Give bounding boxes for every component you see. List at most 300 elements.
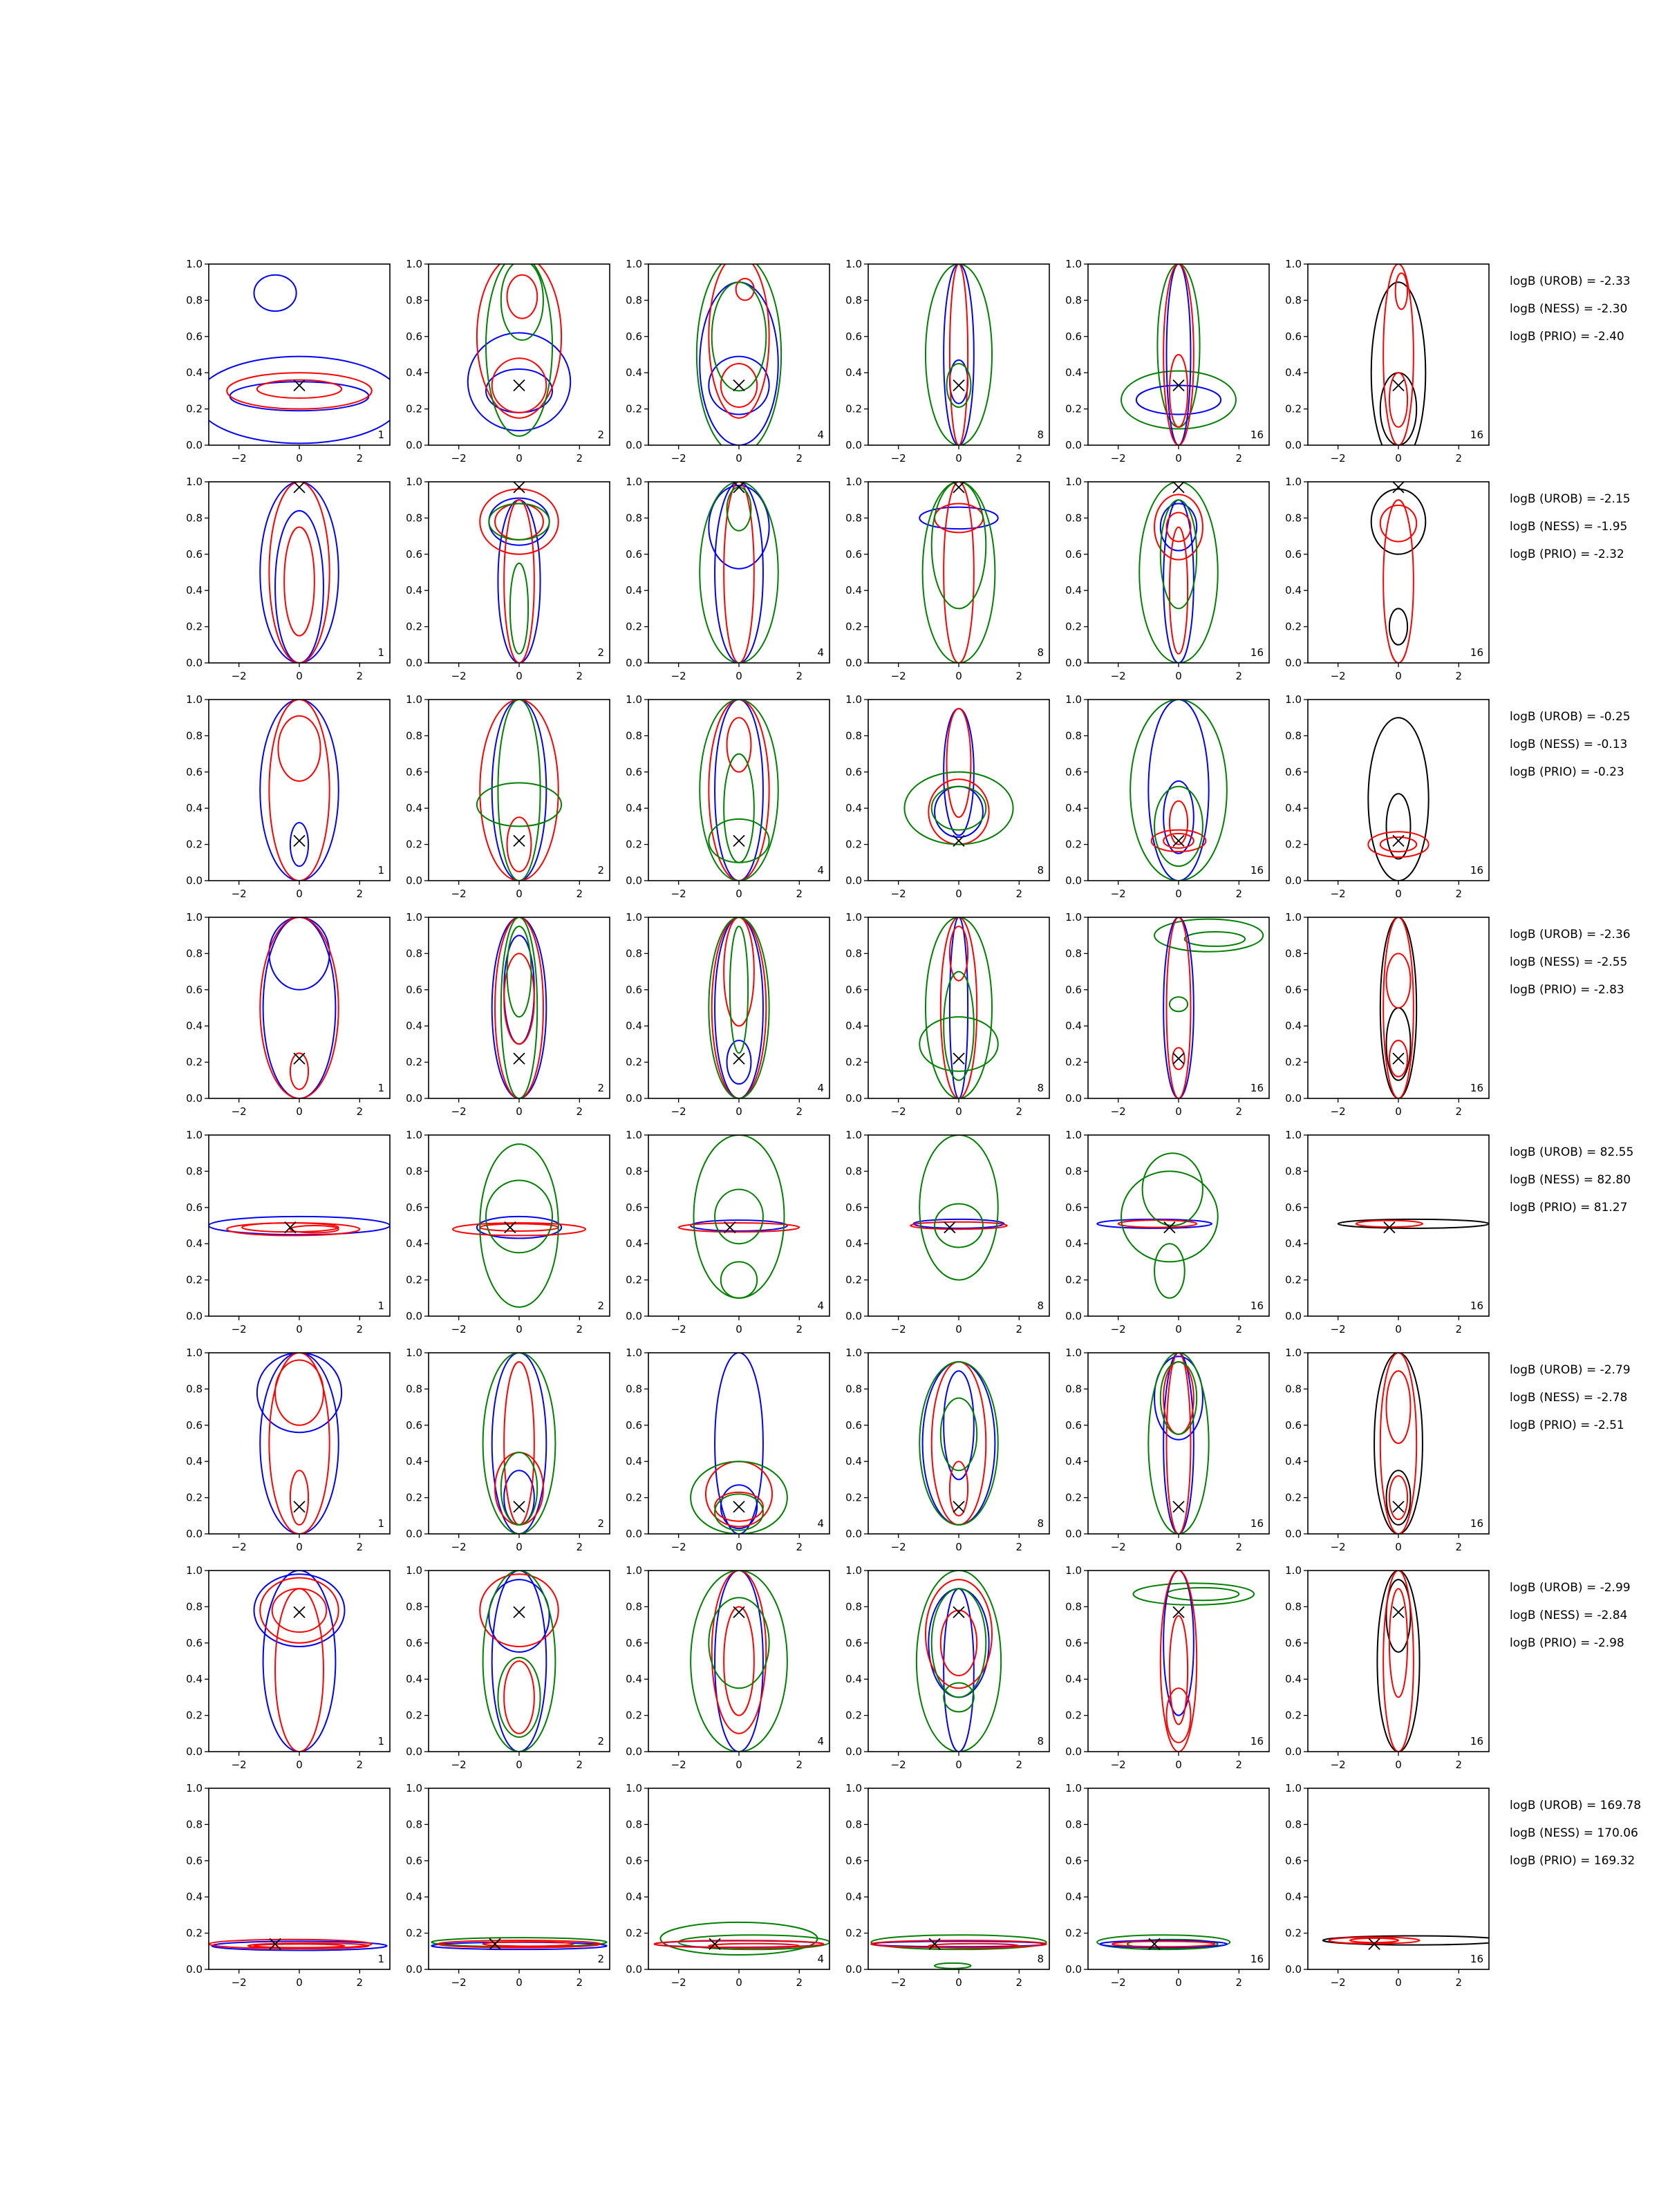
- y-tick-label: 0.2: [186, 838, 203, 851]
- y-tick-label: 0.0: [845, 439, 862, 451]
- y-tick-label: 0.8: [406, 729, 422, 742]
- logb-annotation: logB (UROB) = 169.78: [1510, 1799, 1642, 1812]
- panel-r2-c1: [186, 476, 390, 682]
- panel-r4-c2: [406, 911, 610, 1118]
- contour-red: [935, 503, 983, 532]
- y-tick-label: 0.2: [845, 838, 862, 851]
- y-tick-label: 0.4: [1065, 1237, 1082, 1250]
- panel-r7-c3: [626, 1564, 830, 1771]
- y-tick-label: 0.4: [406, 1455, 422, 1468]
- x-tick-label: 0: [1395, 452, 1402, 465]
- y-tick-label: 0.6: [845, 330, 862, 343]
- panel-r7-c4: [845, 1564, 1049, 1771]
- panel-label: 8: [1037, 1517, 1044, 1530]
- panel-r5-c4: [845, 1129, 1049, 1335]
- y-tick-label: 0.0: [626, 1963, 642, 1976]
- contour-blue: [1163, 781, 1194, 854]
- y-tick-label: 0.6: [1065, 765, 1082, 778]
- x-tick-label: −2: [1330, 1105, 1346, 1118]
- logb-annotation: logB (UROB) = 82.55: [1510, 1145, 1634, 1159]
- y-tick-label: 0.0: [1065, 657, 1082, 669]
- x-tick-label: 0: [296, 1323, 303, 1335]
- logb-annotation: logB (UROB) = -2.79: [1510, 1363, 1631, 1377]
- x-tick-label: −2: [231, 1759, 247, 1771]
- contour-green: [935, 1204, 983, 1248]
- contour-red: [1380, 837, 1416, 852]
- contour-green: [480, 1144, 559, 1307]
- x-tick-label: −2: [671, 1323, 686, 1335]
- x-tick-label: 2: [1015, 452, 1023, 465]
- panel-label: 4: [817, 429, 824, 441]
- y-tick-label: 0.0: [406, 1528, 422, 1540]
- x-tick-label: 2: [1455, 670, 1463, 682]
- y-tick-label: 0.4: [406, 1020, 422, 1033]
- x-tick-label: 2: [1015, 888, 1023, 900]
- y-tick-label: 1.0: [406, 693, 422, 706]
- y-tick-label: 0.0: [406, 1745, 422, 1758]
- y-tick-label: 1.0: [406, 476, 422, 488]
- contour-green: [489, 503, 549, 539]
- y-tick-label: 0.8: [186, 1165, 203, 1178]
- x-tick-label: 2: [1015, 670, 1023, 682]
- y-tick-label: 0.8: [1065, 947, 1082, 960]
- y-tick-label: 0.6: [626, 1201, 642, 1214]
- panel-r5-c2: [406, 1129, 610, 1335]
- y-tick-label: 1.0: [626, 476, 642, 488]
- x-tick-label: 0: [735, 1759, 742, 1771]
- contour-green: [932, 482, 986, 608]
- contour-blue: [1163, 1571, 1194, 1716]
- y-tick-label: 1.0: [406, 911, 422, 924]
- x-tick-label: 2: [796, 670, 803, 682]
- y-tick-label: 0.8: [406, 1165, 422, 1178]
- x-tick-label: −2: [1110, 1105, 1126, 1118]
- panel-r4-c5: [1065, 911, 1269, 1118]
- contour-green: [510, 563, 528, 654]
- y-tick-label: 0.2: [845, 1709, 862, 1722]
- panel-grid: [186, 255, 1641, 1989]
- x-tick-label: 2: [1455, 452, 1463, 465]
- logb-annotation: logB (PRIO) = -2.51: [1510, 1418, 1624, 1432]
- truth-marker: [733, 1053, 744, 1064]
- y-tick-label: 1.0: [845, 1564, 862, 1577]
- truth-marker: [294, 1053, 305, 1064]
- contour-red: [950, 926, 968, 981]
- panel-label: 16: [1470, 429, 1483, 441]
- x-tick-label: −2: [1330, 888, 1346, 900]
- contour-black: [1387, 1008, 1411, 1080]
- axes-frame: [648, 917, 830, 1098]
- x-tick-label: −2: [890, 1759, 906, 1771]
- y-tick-label: 0.4: [1065, 1673, 1082, 1686]
- panel-r1-c3: [626, 255, 830, 465]
- contour-red: [709, 700, 769, 881]
- y-tick-label: 0.0: [626, 439, 642, 451]
- axes-frame: [868, 482, 1049, 663]
- panel-r6-c3: [626, 1347, 830, 1553]
- truth-marker: [944, 1222, 955, 1233]
- axes-frame: [429, 482, 610, 663]
- contour-red: [1389, 1588, 1407, 1697]
- y-tick-label: 0.4: [406, 1673, 422, 1686]
- y-tick-label: 0.6: [1285, 330, 1302, 343]
- y-tick-label: 0.4: [1285, 802, 1302, 815]
- contour-green: [1167, 1588, 1239, 1600]
- y-tick-label: 0.4: [626, 1020, 642, 1033]
- y-tick-label: 1.0: [186, 1782, 203, 1794]
- contour-green: [477, 783, 561, 827]
- panel-label: 2: [597, 1517, 604, 1530]
- panel-r2-c4: [845, 476, 1049, 682]
- x-tick-label: −2: [1110, 1759, 1126, 1771]
- panel-label: 1: [377, 1735, 384, 1747]
- y-tick-label: 0.4: [406, 802, 422, 815]
- contour-red: [1383, 500, 1414, 663]
- contour-red: [950, 1461, 968, 1516]
- x-tick-label: 0: [955, 452, 962, 465]
- panel-r6-c6: [1285, 1347, 1489, 1553]
- y-tick-label: 0.2: [406, 1709, 422, 1722]
- contour-blue: [263, 1571, 336, 1752]
- y-tick-label: 0.2: [1065, 402, 1082, 415]
- truth-marker: [294, 1606, 305, 1618]
- truth-marker: [294, 482, 305, 493]
- contour-red: [941, 1611, 977, 1676]
- y-tick-label: 0.0: [1285, 1310, 1302, 1322]
- x-tick-label: −2: [231, 452, 247, 465]
- x-tick-label: 0: [955, 1541, 962, 1553]
- contour-red: [260, 917, 339, 1098]
- panel-label: 16: [1250, 646, 1264, 659]
- x-tick-label: 2: [1015, 1105, 1023, 1118]
- contour-red: [928, 779, 988, 844]
- contour-red: [477, 255, 561, 418]
- y-tick-label: 0.6: [1285, 1418, 1302, 1432]
- y-tick-label: 1.0: [1065, 476, 1082, 488]
- panel-label: 2: [597, 646, 604, 659]
- y-tick-label: 0.0: [845, 1310, 862, 1322]
- contour-blue: [486, 369, 552, 413]
- x-tick-label: 2: [576, 1759, 583, 1771]
- panel-label: 8: [1037, 1300, 1044, 1312]
- contour-blue: [254, 275, 297, 311]
- panel-r3-c1: [186, 693, 390, 900]
- axes-frame: [1308, 700, 1489, 881]
- contour-red: [290, 1470, 308, 1525]
- x-tick-label: −2: [1330, 1976, 1346, 1989]
- contour-blue: [263, 917, 336, 1098]
- x-tick-label: 2: [1235, 1105, 1243, 1118]
- y-tick-label: 0.6: [406, 1201, 422, 1214]
- contour-green: [1143, 1153, 1203, 1226]
- x-tick-label: −2: [231, 1105, 247, 1118]
- y-tick-label: 0.6: [406, 983, 422, 996]
- y-tick-label: 1.0: [1065, 1129, 1082, 1141]
- logb-annotation: logB (NESS) = -2.55: [1510, 955, 1628, 969]
- y-tick-label: 0.2: [406, 838, 422, 851]
- x-tick-label: 0: [735, 670, 742, 682]
- contour-red: [1396, 273, 1407, 309]
- y-tick-label: 0.4: [186, 1891, 203, 1904]
- y-tick-label: 0.8: [186, 1382, 203, 1396]
- logb-annotation: logB (NESS) = -1.95: [1510, 520, 1628, 534]
- x-tick-label: 0: [1175, 1541, 1182, 1553]
- contour-green: [1139, 482, 1218, 663]
- y-tick-label: 1.0: [626, 1782, 642, 1794]
- x-tick-label: 0: [1175, 452, 1182, 465]
- x-tick-label: 2: [796, 452, 803, 465]
- y-tick-label: 0.8: [845, 1382, 862, 1396]
- y-tick-label: 0.2: [186, 1273, 203, 1286]
- x-tick-label: 0: [955, 1976, 962, 1989]
- contour-green: [941, 1398, 977, 1470]
- panel-label: 8: [1037, 429, 1044, 441]
- y-tick-label: 0.6: [1065, 1636, 1082, 1649]
- panel-r8-c1: [186, 1782, 390, 1989]
- y-tick-label: 0.2: [406, 1273, 422, 1286]
- y-tick-label: 1.0: [1065, 693, 1082, 706]
- y-tick-label: 1.0: [1065, 1782, 1082, 1794]
- contour-green: [926, 264, 992, 445]
- truth-marker: [733, 482, 744, 493]
- y-tick-label: 0.8: [186, 294, 203, 307]
- x-tick-label: 2: [576, 670, 583, 682]
- x-tick-label: −2: [1110, 888, 1126, 900]
- x-tick-label: 2: [356, 670, 364, 682]
- y-tick-label: 0.8: [845, 947, 862, 960]
- contour-red: [254, 1944, 345, 1947]
- x-tick-label: −2: [231, 888, 247, 900]
- y-tick-label: 0.6: [626, 1636, 642, 1649]
- axes-frame: [868, 1571, 1049, 1752]
- axes-frame: [209, 700, 390, 881]
- y-tick-label: 0.2: [1065, 1709, 1082, 1722]
- y-tick-label: 0.4: [1285, 1673, 1302, 1686]
- panel-label: 1: [377, 1517, 384, 1530]
- y-tick-label: 0.2: [626, 1273, 642, 1286]
- contour-red: [724, 1606, 754, 1715]
- y-tick-label: 0.4: [845, 802, 862, 815]
- y-tick-label: 0.6: [1065, 1201, 1082, 1214]
- contour-red: [257, 380, 341, 398]
- y-tick-label: 0.2: [845, 1056, 862, 1069]
- y-tick-label: 0.6: [406, 1636, 422, 1649]
- y-tick-label: 0.2: [1285, 1056, 1302, 1069]
- contour-green: [944, 972, 974, 1080]
- truth-marker: [733, 1501, 744, 1512]
- y-tick-label: 0.0: [1285, 657, 1302, 669]
- contour-green: [1154, 1244, 1185, 1298]
- logb-annotation: logB (UROB) = -2.36: [1510, 928, 1631, 941]
- y-tick-label: 0.4: [845, 584, 862, 597]
- y-tick-label: 0.6: [626, 983, 642, 996]
- x-tick-label: −2: [231, 1976, 247, 1989]
- contour-green: [1134, 1583, 1255, 1604]
- y-tick-label: 0.8: [1065, 512, 1082, 525]
- x-tick-label: 0: [955, 1105, 962, 1118]
- contour-blue: [919, 507, 998, 529]
- y-tick-label: 1.0: [845, 258, 862, 270]
- y-tick-label: 0.0: [845, 657, 862, 669]
- x-tick-label: 0: [296, 452, 303, 465]
- contour-blue: [914, 1219, 1004, 1228]
- y-tick-label: 0.2: [1065, 1491, 1082, 1504]
- contour-green: [932, 1588, 986, 1697]
- panel-r3-c6: [1285, 693, 1489, 900]
- panel-label: 16: [1470, 1953, 1483, 1965]
- logb-annotation: logB (PRIO) = -2.32: [1510, 547, 1624, 561]
- axes-frame: [429, 917, 610, 1098]
- panel-label: 16: [1250, 1082, 1264, 1094]
- logb-annotation: logB (PRIO) = 169.32: [1510, 1854, 1635, 1868]
- y-tick-label: 0.6: [186, 547, 203, 561]
- y-tick-label: 0.0: [406, 1310, 422, 1322]
- contour-green: [730, 926, 748, 1053]
- truth-marker: [1393, 482, 1404, 493]
- y-tick-label: 1.0: [1285, 693, 1302, 706]
- contour-red: [495, 1452, 543, 1525]
- x-tick-label: 0: [1395, 1323, 1402, 1335]
- contour-green: [724, 754, 754, 863]
- y-tick-label: 0.8: [1285, 1382, 1302, 1396]
- axes-frame: [429, 700, 610, 881]
- x-tick-label: −2: [671, 1541, 686, 1553]
- x-tick-label: 0: [516, 888, 523, 900]
- contour-green: [932, 787, 986, 830]
- y-tick-label: 0.4: [626, 366, 642, 379]
- contour-red: [724, 482, 754, 663]
- y-tick-label: 1.0: [1285, 1129, 1302, 1141]
- panel-r2-c6: [1285, 476, 1489, 682]
- contour-green: [1121, 371, 1236, 429]
- contour-green: [709, 917, 769, 1098]
- y-tick-label: 0.6: [845, 1201, 862, 1214]
- x-tick-label: 2: [796, 1323, 803, 1335]
- contour-red: [709, 255, 769, 418]
- y-tick-label: 0.2: [1065, 620, 1082, 633]
- y-tick-label: 1.0: [626, 1129, 642, 1141]
- panel-r4-c6: [1285, 911, 1489, 1118]
- y-tick-label: 0.4: [186, 1673, 203, 1686]
- y-tick-label: 0.4: [1065, 1891, 1082, 1904]
- truth-marker: [953, 1606, 964, 1618]
- y-tick-label: 0.4: [186, 1020, 203, 1033]
- x-tick-label: 2: [576, 1105, 583, 1118]
- y-tick-label: 1.0: [1065, 1564, 1082, 1577]
- y-tick-label: 0.6: [626, 1418, 642, 1432]
- x-tick-label: 2: [796, 1105, 803, 1118]
- panel-r5-c6: [1285, 1129, 1489, 1335]
- panel-r6-c1: [186, 1347, 390, 1553]
- y-tick-label: 0.4: [845, 1455, 862, 1468]
- y-tick-label: 0.0: [1285, 874, 1302, 887]
- truth-marker: [1173, 1501, 1184, 1512]
- y-tick-label: 0.6: [406, 1418, 422, 1432]
- contour-green: [721, 1262, 757, 1297]
- x-tick-label: 2: [356, 1323, 364, 1335]
- y-tick-label: 0.8: [845, 512, 862, 525]
- logb-annotation: logB (UROB) = -2.15: [1510, 492, 1631, 506]
- logb-annotation: logB (PRIO) = -2.40: [1510, 330, 1624, 344]
- y-tick-label: 0.4: [406, 1237, 422, 1250]
- contour-red: [504, 500, 534, 663]
- y-tick-label: 0.6: [1285, 1201, 1302, 1214]
- contour-red: [1170, 1616, 1188, 1725]
- x-tick-label: 0: [296, 1541, 303, 1553]
- y-tick-label: 0.2: [626, 402, 642, 415]
- contour-green: [700, 482, 778, 663]
- y-tick-label: 0.6: [1285, 765, 1302, 778]
- y-tick-label: 1.0: [406, 1782, 422, 1794]
- axes-frame: [209, 917, 390, 1098]
- contour-red: [275, 1588, 324, 1752]
- y-tick-label: 1.0: [186, 911, 203, 924]
- axes-frame: [1308, 1135, 1489, 1316]
- panel-label: 4: [817, 1735, 824, 1747]
- y-tick-label: 0.6: [845, 547, 862, 561]
- y-tick-label: 1.0: [186, 1129, 203, 1141]
- y-tick-label: 0.8: [186, 1818, 203, 1831]
- y-tick-label: 0.8: [626, 729, 642, 742]
- logb-annotation: logB (PRIO) = -2.83: [1510, 983, 1624, 997]
- x-tick-label: −2: [890, 888, 906, 900]
- y-tick-label: 0.6: [626, 765, 642, 778]
- y-tick-label: 0.2: [406, 1491, 422, 1504]
- contour-green: [919, 1135, 998, 1280]
- panel-r5-c1: [186, 1129, 390, 1335]
- x-tick-label: −2: [890, 1976, 906, 1989]
- panel-label: 1: [377, 646, 384, 659]
- panel-label: 8: [1037, 1082, 1044, 1094]
- y-tick-label: 0.6: [1065, 547, 1082, 561]
- y-tick-label: 0.6: [406, 330, 422, 343]
- panel-r6-c2: [406, 1347, 610, 1553]
- x-tick-label: 2: [1455, 1759, 1463, 1771]
- x-tick-label: 2: [1455, 1105, 1463, 1118]
- axes-frame: [648, 700, 830, 881]
- y-tick-label: 0.0: [1065, 1963, 1082, 1976]
- y-tick-label: 0.2: [406, 402, 422, 415]
- y-tick-label: 0.2: [186, 620, 203, 633]
- x-tick-label: 2: [1235, 1759, 1243, 1771]
- logb-annotation: logB (NESS) = 82.80: [1510, 1173, 1631, 1187]
- contour-blue: [727, 1040, 751, 1084]
- x-tick-label: 0: [1175, 1105, 1182, 1118]
- y-tick-label: 0.6: [406, 1854, 422, 1867]
- contour-red: [504, 953, 534, 1044]
- panel-label: 16: [1470, 864, 1483, 877]
- x-tick-label: 0: [516, 1323, 523, 1335]
- y-tick-label: 0.8: [845, 294, 862, 307]
- axes-frame: [429, 1135, 610, 1316]
- panel-label: 8: [1037, 1735, 1044, 1747]
- y-tick-label: 0.0: [626, 1092, 642, 1105]
- contour-blue: [260, 700, 339, 881]
- panel-label: 2: [597, 429, 604, 441]
- y-tick-label: 0.4: [845, 1673, 862, 1686]
- truth-marker: [1393, 1606, 1404, 1618]
- logb-annotation: logB (PRIO) = -0.23: [1510, 765, 1624, 779]
- y-tick-label: 0.6: [1065, 1854, 1082, 1867]
- contour-green: [715, 1190, 763, 1244]
- y-tick-label: 0.2: [845, 402, 862, 415]
- y-tick-label: 0.8: [1065, 1165, 1082, 1178]
- y-tick-label: 0.0: [406, 874, 422, 887]
- y-tick-label: 0.8: [1285, 947, 1302, 960]
- truth-marker: [514, 1606, 525, 1618]
- contour-blue: [492, 700, 547, 881]
- x-tick-label: 0: [516, 1105, 523, 1118]
